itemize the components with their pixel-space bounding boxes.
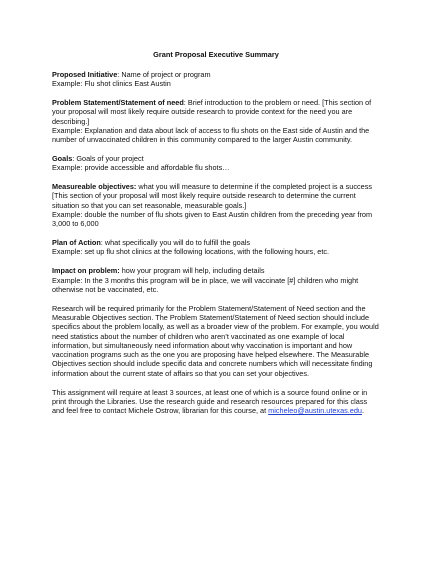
plan-of-action-text: : what specifically you will do to fulfill the goals (100, 238, 251, 248)
problem-statement-example: Example: Explanation and data about lack of access to flu shots on the East side of Austin and the number of unvaccinated children in this community compared to the larger Austin community. (52, 125, 370, 145)
section-measureable-objectives (52, 182, 380, 228)
goals-example: Example: provide accessible and affordable flu shots… (52, 163, 230, 173)
measureable-objectives-text: what you will measure to determine if the completed project is a success [This section of your proposal will most likely require outside research to determine the current situation so that you can set reasonable, measurable goals.] (52, 182, 372, 210)
measureable-objectives-example: Example: double the number of flu shots given to East Austin children from the preceding year from 3,000 to 6,000 (52, 210, 373, 229)
section-goals (52, 154, 380, 173)
section-problem-statement (52, 98, 380, 144)
problem-statement-label: Problem Statement/Statement of need (52, 98, 184, 108)
proposed-initiative-example: Example: Flu shot clinics East Austin (52, 79, 171, 89)
assignment-text: This assignment will require at least 3 sources, at least one of which is a source found online or in print through the Libraries. Use the research guide and research resources prepared for this class and feel free to contact Michele Ostrow, librarian for this course, at (52, 387, 368, 416)
assignment-end: . (361, 406, 365, 416)
section-impact (52, 266, 380, 294)
problem-statement-text: : Brief introduction to the problem or need. [This section of your proposal will most likely require outside research to provide context for the need you are describing.] (52, 98, 372, 126)
contact-email-link[interactable]: micheleo@austin.utexas.edu (268, 406, 362, 416)
document-title: Grant Proposal Executive Summary (153, 50, 279, 59)
goals-label: Goals (52, 154, 73, 164)
goals-text: : Goals of your project (72, 154, 144, 164)
assignment-paragraph (52, 388, 380, 416)
impact-label: Impact on problem: (52, 266, 120, 276)
impact-example: Example: In the 3 months this program will be in place, we will vaccinate [#] children who might otherwise not be vaccinated, etc. (52, 275, 359, 294)
research-paragraph: Research will be required primarily for the Problem Statement/Statement of Need section and the Measurable Objectives section. The Problem Statement/Statement of Need section should include specifics about the problem locally, as well as a broader view of the problem. For example, you would need statistics about the number of children who aren’t vaccinated as one example of local information, but simultaneously need information about why vaccination is important and how vaccination programs such as the one you are proposing have helped elsewhere. The Measurable Objectives section should include specific data and concrete numbers which will necessitate finding information about the current state of affairs so that you can set your objectives. (52, 303, 379, 378)
plan-of-action-example: Example: set up flu shot clinics at the following locations, with the following hours, etc. (52, 247, 330, 257)
section-proposed-initiative (52, 70, 380, 89)
measureable-objectives-label: Measureable objectives: (52, 182, 137, 192)
proposed-initiative-text: : Name of project or program (117, 70, 211, 79)
impact-text: how your program will help, including details (119, 266, 265, 276)
plan-of-action-label: Plan of Action (52, 238, 101, 248)
proposed-initiative-label: Proposed Initiative (52, 70, 118, 79)
section-plan-of-action (52, 238, 380, 257)
